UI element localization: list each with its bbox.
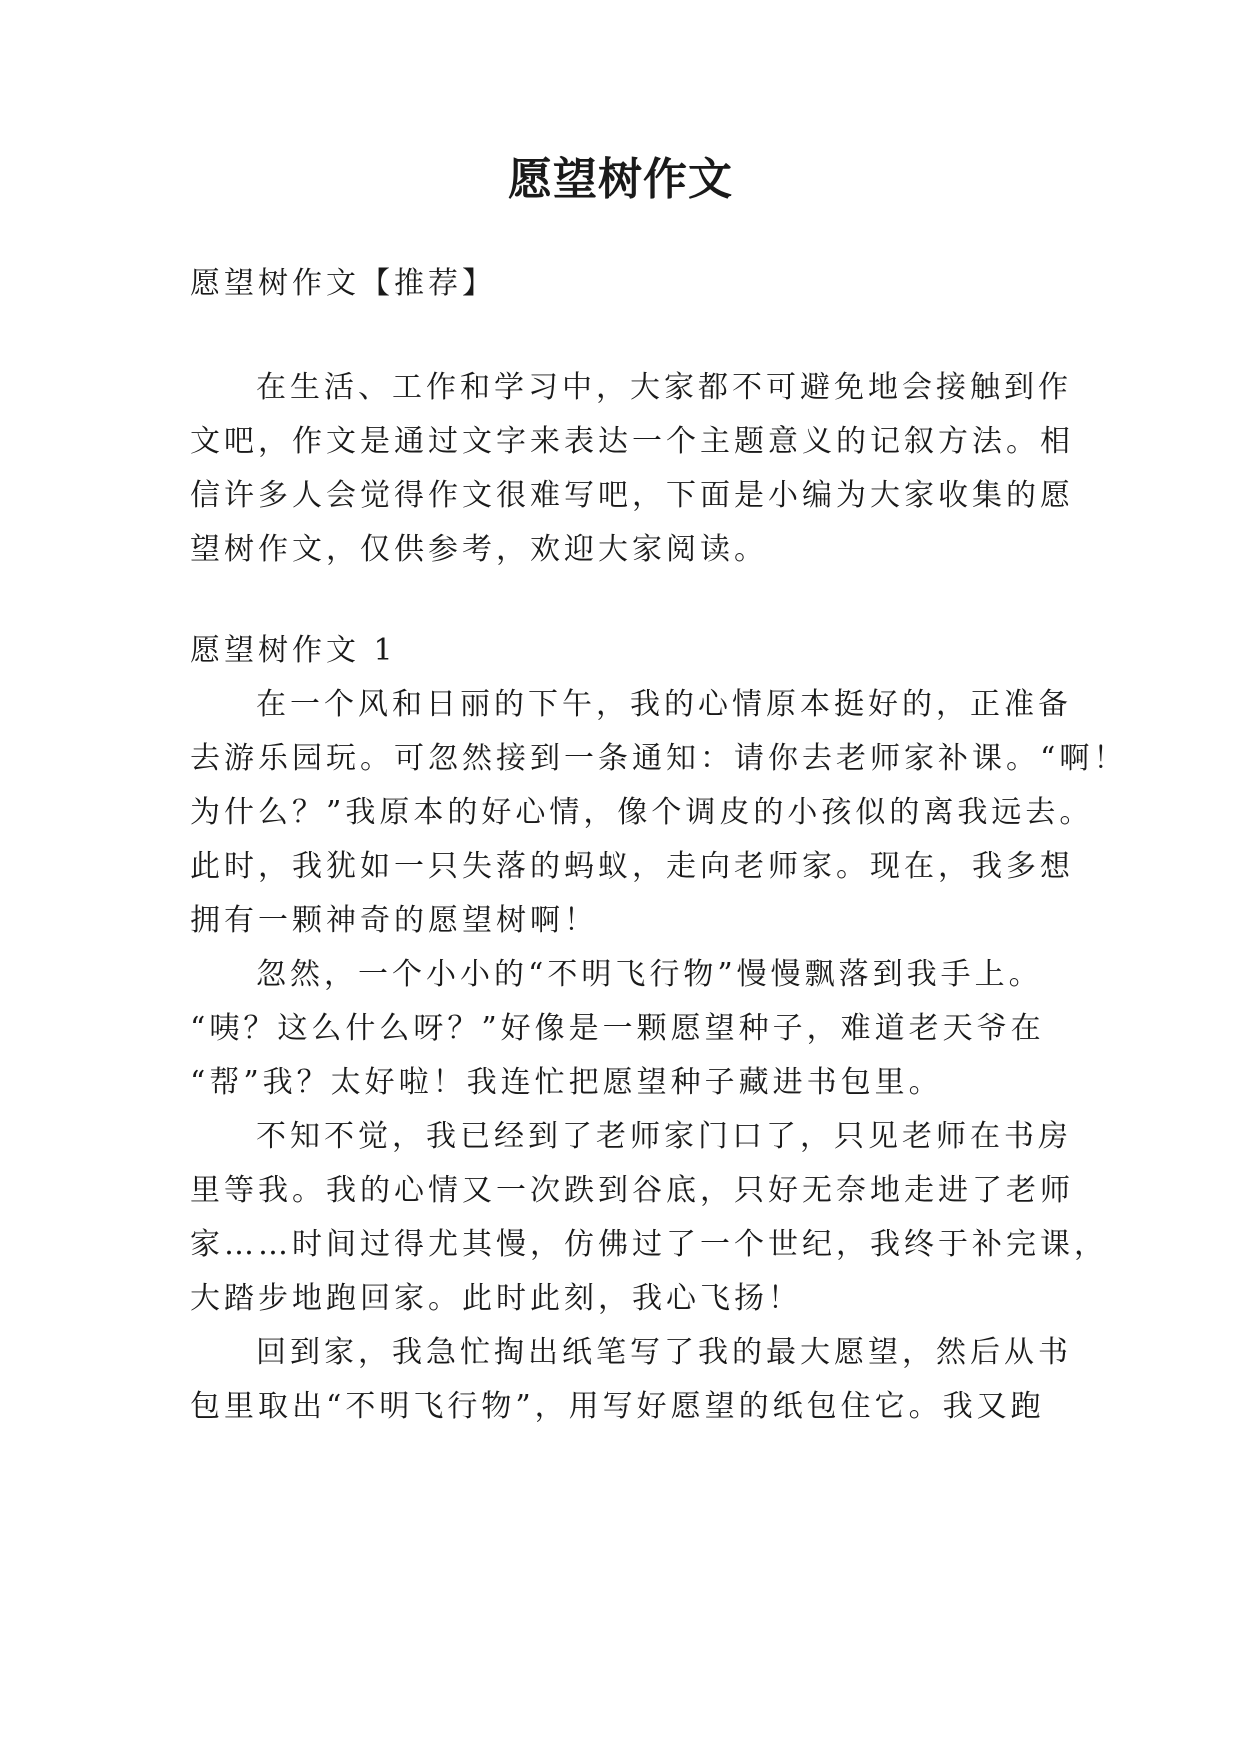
paragraph-line: 去游乐园玩。可忽然接到一条通知：请你去老师家补课。“啊！	[190, 741, 1128, 776]
paragraph-line: 大踏步地跑回家。此时此刻，我心飞扬！	[190, 1281, 802, 1316]
intro-line: 望树作文，仅供参考，欢迎大家阅读。	[190, 532, 768, 567]
section-heading: 愿望树作文 1	[190, 633, 397, 668]
paragraph-line: 拥有一颗神奇的愿望树啊！	[190, 903, 598, 938]
paragraph-line: 家……时间过得尤其慢，仿佛过了一个世纪，我终于补完课，	[190, 1227, 1108, 1262]
paragraph-line: “帮”我？太好啦！我连忙把愿望种子藏进书包里。	[190, 1065, 943, 1100]
paragraph-line: 里等我。我的心情又一次跌到谷底，只好无奈地走进了老师	[190, 1173, 1074, 1208]
paragraph-line: 包里取出“不明飞行物”，用写好愿望的纸包住它。我又跑	[190, 1389, 1045, 1424]
paragraph-line: 不知不觉，我已经到了老师家门口了，只见老师在书房	[256, 1119, 1072, 1154]
intro-line: 在生活、工作和学习中，大家都不可避免地会接触到作	[256, 370, 1072, 405]
paragraph-line: 在一个风和日丽的下午，我的心情原本挺好的，正准备	[256, 687, 1072, 722]
paragraph-line: 为什么？”我原本的好心情，像个调皮的小孩似的离我远去。	[190, 795, 1094, 830]
paragraph-line: 回到家，我急忙掏出纸笔写了我的最大愿望，然后从书	[256, 1335, 1072, 1370]
document-subtitle: 愿望树作文【推荐】	[190, 266, 496, 301]
paragraph-line: 此时，我犹如一只失落的蚂蚁，走向老师家。现在，我多想	[190, 849, 1074, 884]
intro-line: 文吧，作文是通过文字来表达一个主题意义的记叙方法。相	[190, 424, 1074, 459]
paragraph-line: 忽然，一个小小的“不明飞行物”慢慢飘落到我手上。	[256, 957, 1043, 992]
document-title: 愿望树作文	[508, 154, 733, 205]
paragraph-line: “咦？这么什么呀？”好像是一颗愿望种子，难道老天爷在	[190, 1011, 1045, 1046]
intro-line: 信许多人会觉得作文很难写吧，下面是小编为大家收集的愿	[190, 478, 1074, 513]
